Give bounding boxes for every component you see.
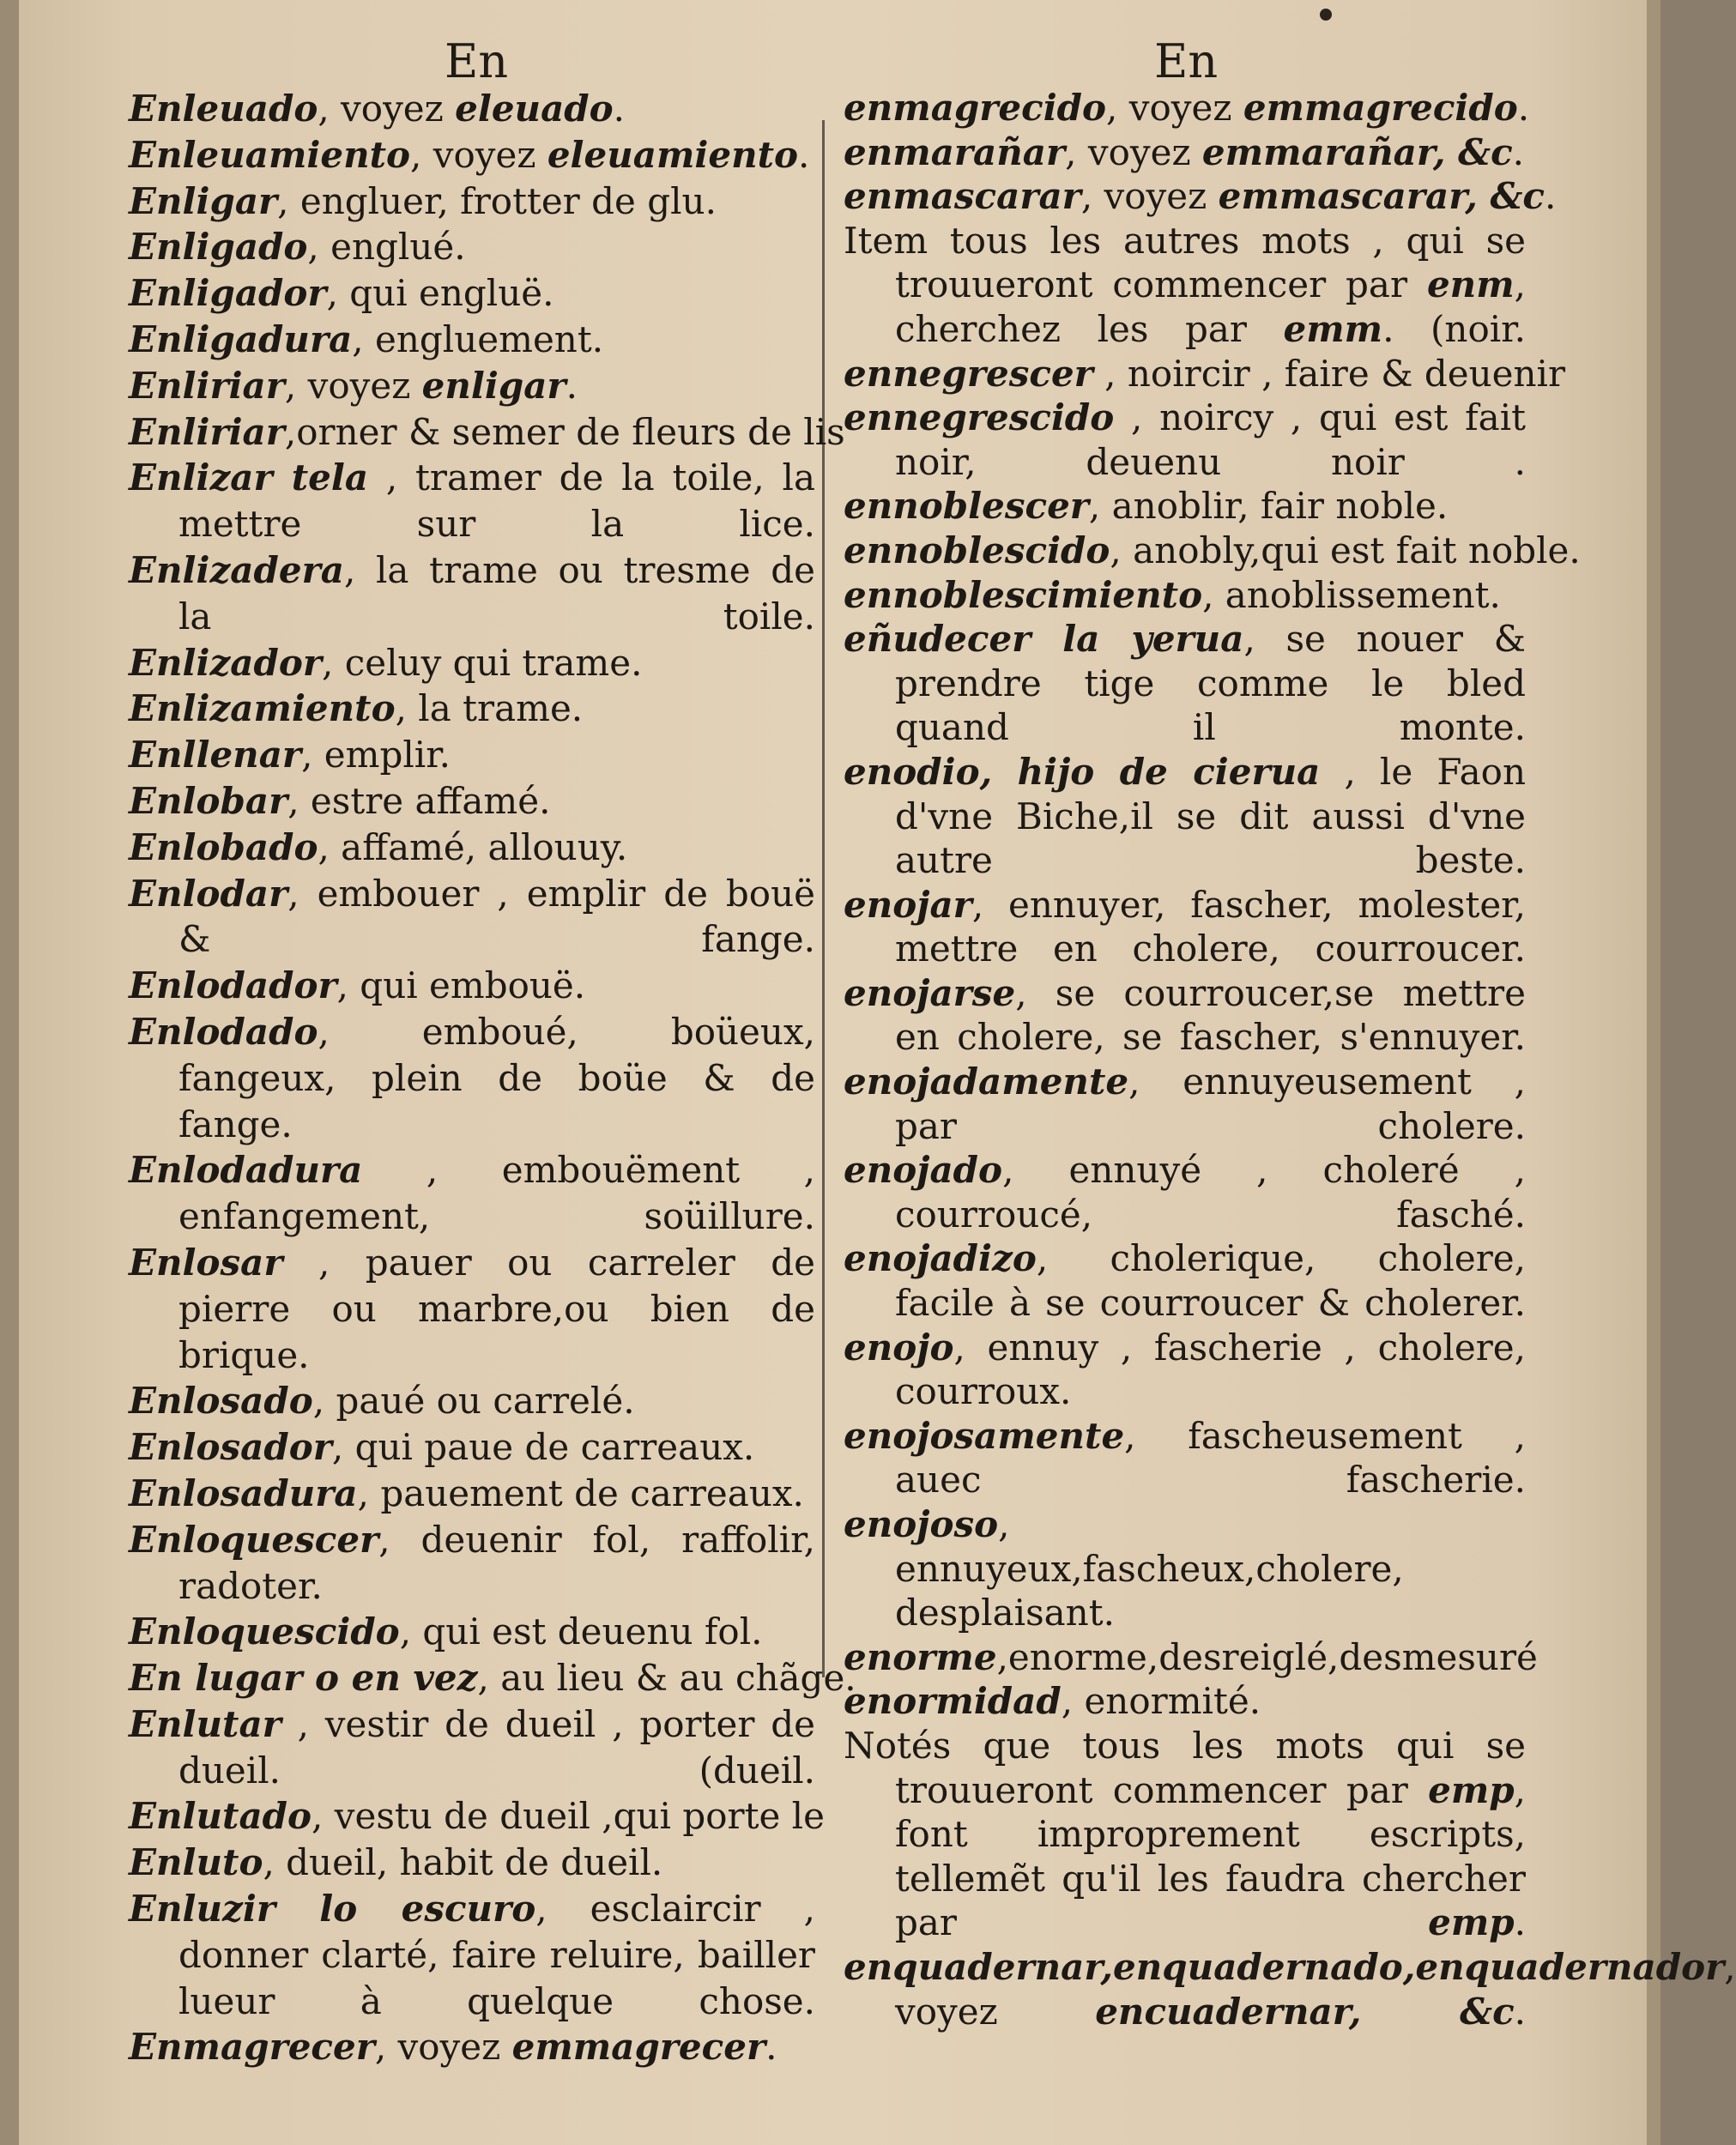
dictionary-entry: enorme,enorme,desreiglé,desmesuré bbox=[844, 1635, 1538, 1678]
ink-speck bbox=[1320, 9, 1332, 21]
dictionary-note: Notés que tous les mots qui se trouueront commencer par emp, font improprement escripts, tellemẽt qu'il les faudra chercher par emp. bbox=[844, 1724, 1526, 1944]
dictionary-entry: enormidad, enormité. bbox=[844, 1680, 1261, 1723]
dictionary-entry: Enligado, englué. bbox=[129, 226, 466, 269]
dictionary-entry: ennegrescer , noircir , faire & deuenir bbox=[844, 352, 1566, 395]
dictionary-entry: Enloquescer, deuenir fol, raffolir, radoter. bbox=[129, 1518, 815, 1607]
dictionary-entry: enojar, ennuyer, fascher, molester, mettre en cholere, courroucer. bbox=[844, 883, 1526, 970]
dictionary-entry: Enlodar, embouer , emplir de bouë & fange. bbox=[129, 872, 815, 961]
dictionary-entry: Enlizadera, la trame ou tresme de la toile. bbox=[129, 548, 815, 637]
dictionary-entry: Enlizamiento, la trame. bbox=[129, 687, 584, 730]
overflow-word: (dueil. bbox=[699, 1749, 815, 1792]
dictionary-entry: Enlosado, paué ou carrelé. bbox=[129, 1380, 635, 1423]
dictionary-entry: enodio, hijo de cierua , le Faon d'vne Biche,il se dit aussi d'vne autre beste. bbox=[844, 750, 1526, 882]
dictionary-entry: Enlodado, emboué, boüeux, fangeux, plein de boüe & de fange. bbox=[129, 1010, 815, 1145]
dictionary-entry: eñudecer la yerua, se nouer & prendre tige comme le bled quand il monte. bbox=[844, 618, 1527, 749]
dictionary-entry: Enligadura, engluement. bbox=[129, 317, 604, 360]
dictionary-entry: ennegrescido , noircy , qui est fait noir, deuenu noir . bbox=[844, 396, 1526, 483]
running-header-left: En bbox=[445, 34, 509, 88]
dictionary-entry: ennoblescimiento, anoblissement. bbox=[844, 573, 1501, 616]
dictionary-entry: Enlodadura , embouëment , enfangement, soüillure. bbox=[129, 1149, 815, 1238]
dictionary-entry: Enlobar, estre affamé. bbox=[129, 779, 551, 822]
dictionary-entry: enmarañar, voyez emmarañar, &c. bbox=[844, 130, 1524, 173]
dictionary-entry: enojo, ennuy , fascherie , cholere, courroux. bbox=[844, 1326, 1526, 1413]
dictionary-entry: Enlutado, vestu de dueil ,qui porte le bbox=[129, 1795, 825, 1838]
dictionary-entry: enojado, ennuyé , choleré , courroucé, fasché. bbox=[844, 1149, 1526, 1236]
dictionary-note: Item tous les autres mots , qui se trouueront commencer par enm, cherchez les par emm. (noir. bbox=[844, 219, 1526, 350]
dictionary-entry: ennoblescer, anoblir, fair noble. bbox=[844, 485, 1449, 528]
dictionary-entry: enojoso, ennuyeux,fascheux,cholere, desplaisant. bbox=[844, 1503, 1404, 1634]
dictionary-entry: Enllenar, emplir. bbox=[129, 734, 451, 776]
dictionary-entry: Enlobado, affamé, allouuy. bbox=[129, 825, 628, 868]
dictionary-entry: enquadernar,enquadernado,enquadernador, voyez encuadernar, &c. bbox=[844, 1945, 1736, 2033]
dictionary-entry: Enmagrecer, voyez emmagrecer. bbox=[129, 2026, 777, 2069]
dictionary-entry: Enligar, engluer, frotter de glu. bbox=[129, 179, 717, 222]
dictionary-entry: enojosamente, fascheusement , auec fascherie. bbox=[844, 1414, 1526, 1502]
dictionary-entry: Enlosadura, pauement de carreaux. bbox=[129, 1471, 804, 1514]
dictionary-entry: Enleuamiento, voyez eleuamiento. bbox=[129, 133, 810, 176]
dictionary-entry: enojarse, se courroucer,se mettre en cholere, se fascher, s'ennuyer. bbox=[844, 971, 1526, 1059]
dictionary-entry: enmascarar, voyez emmascarar, &c. bbox=[844, 175, 1557, 218]
dictionary-entry: ennoblescido, anobly,qui est fait noble. bbox=[844, 529, 1581, 571]
dictionary-entry: Enleuado, voyez eleuado. bbox=[129, 88, 626, 130]
right-column bbox=[844, 86, 1736, 2033]
dictionary-entry: En lugar o en vez, au lieu & au chãge. bbox=[129, 1657, 856, 1700]
dictionary-entry: Enlosar , pauer ou carreler de pierre ou marbre,ou bien de brique. bbox=[129, 1241, 815, 1376]
dictionary-entry: enmagrecido, voyez emmagrecido. bbox=[844, 87, 1530, 129]
column-divider-rule bbox=[822, 120, 825, 1677]
dictionary-entry: Enlodador, qui embouë. bbox=[129, 964, 586, 1007]
overflow-word: (noir. bbox=[1431, 307, 1526, 350]
dictionary-entry: Enlizador, celuy qui trame. bbox=[129, 641, 643, 684]
dictionary-entry: Enloquescido, qui est deuenu fol. bbox=[129, 1610, 763, 1653]
page-left-edge bbox=[0, 0, 19, 2145]
dictionary-entry: Enliriar, voyez enligar. bbox=[129, 364, 578, 407]
dictionary-entry: enojadamente, ennuyeusement , par cholere. bbox=[844, 1060, 1526, 1147]
dictionary-entry: Enluto, dueil, habit de dueil. bbox=[129, 1841, 663, 1884]
running-header-right: En bbox=[1154, 34, 1219, 88]
dictionary-entry: enojadizo, cholerique, cholere, facile à se courroucer & cholerer. bbox=[844, 1237, 1526, 1325]
left-column bbox=[129, 86, 856, 2070]
dictionary-entry: Enligador, qui engluë. bbox=[129, 272, 554, 315]
page-right-edge bbox=[1647, 0, 1660, 2145]
dictionary-entry: Enlizar tela , tramer de la toile, la mettre sur la lice. bbox=[129, 456, 815, 546]
dictionary-entry: Enliriar,orner & semer de fleurs de lis bbox=[129, 410, 845, 453]
dictionary-entry: Enlosador, qui paue de carreaux. bbox=[129, 1426, 755, 1469]
dictionary-entry: Enlutar , vestir de dueil , porter de dueil. (dueil. bbox=[129, 1702, 815, 1792]
dictionary-entry: Enluzir lo escuro, esclaircir , donner clarté, faire reluire, bailler lueur à quelque chose. bbox=[129, 1888, 815, 2022]
